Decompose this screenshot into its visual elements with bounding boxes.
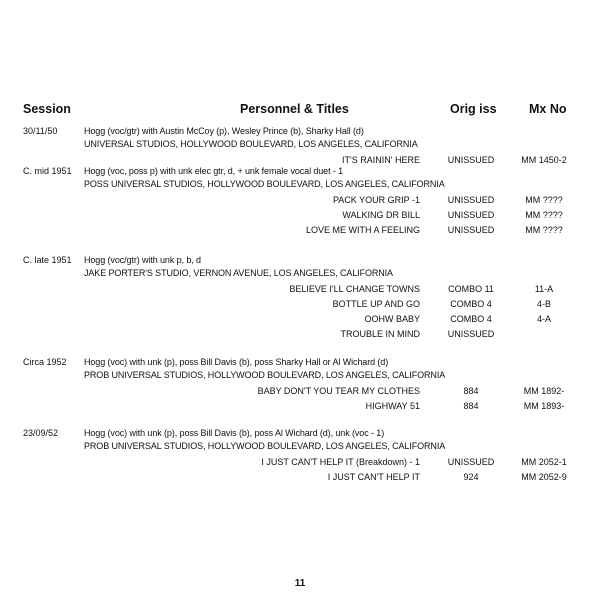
track-mx-no: MM ???? [525, 195, 563, 205]
track-row [0, 386, 600, 399]
track-title: TROUBLE IN MIND [340, 329, 420, 339]
session-date: C. late 1951 [23, 255, 72, 265]
session-date: C. mid 1951 [23, 166, 72, 176]
session-location: PROB UNIVERSAL STUDIOS, HOLLYWOOD BOULEVARD, LOS ANGELES, CALIFORNIA [84, 370, 446, 380]
track-row [0, 401, 600, 414]
track-row [0, 314, 600, 327]
track-orig-iss: 884 [463, 401, 479, 411]
session-personnel: Hogg (voc) with unk (p), poss Bill Davis (b), poss Al Wichard (d), unk (voc - 1) [84, 428, 385, 438]
track-title: I JUST CAN'T HELP IT [327, 472, 420, 482]
track-orig-iss: UNISSUED [447, 329, 495, 339]
session-date: 23/09/52 [23, 428, 59, 438]
header-orig-iss: Orig iss [450, 102, 497, 116]
track-mx-no: MM ???? [525, 225, 563, 235]
track-orig-iss: UNISSUED [447, 195, 495, 205]
track-row [0, 210, 600, 223]
track-row [0, 299, 600, 312]
track-title: OOHW BABY [364, 314, 420, 324]
session-personnel: Hogg (voc) with unk (p), poss Bill Davis (b), poss Sharky Hall or Al Wichard (d) [84, 357, 389, 367]
track-mx-no: MM 1450-2 [521, 155, 567, 165]
track-orig-iss: UNISSUED [447, 225, 495, 235]
track-title: PACK YOUR GRIP -1 [332, 195, 420, 205]
session-date: Circa 1952 [23, 357, 67, 367]
track-orig-iss: COMBO 11 [448, 284, 494, 294]
track-row [0, 472, 600, 485]
track-title: BOTTLE UP AND GO [332, 299, 420, 309]
session-location: JAKE PORTER'S STUDIO, VERNON AVENUE, LOS ANGELES, CALIFORNIA [84, 268, 393, 278]
session-personnel: Hogg (voc/gtr) with Austin McCoy (p), Wesley Prince (b), Sharky Hall (d) [84, 126, 364, 136]
track-title: BABY DON'T YOU TEAR MY CLOTHES [257, 386, 420, 396]
track-title: LOVE ME WITH A FEELING [305, 225, 420, 235]
session-personnel: Hogg (voc, poss p) with unk elec gtr, d, + unk female vocal duet - 1 [84, 166, 344, 176]
header-session: Session [23, 102, 71, 116]
track-title: HIGHWAY 51 [365, 401, 420, 411]
session-location: PROB UNIVERSAL STUDIOS, HOLLYWOOD BOULEVARD, LOS ANGELES, CALIFORNIA [84, 441, 446, 451]
session-location: UNIVERSAL STUDIOS, HOLLYWOOD BOULEVARD, LOS ANGELES, CALIFORNIA [84, 139, 418, 149]
session-personnel: Hogg (voc/gtr) with unk p, b, d [84, 255, 201, 265]
track-title: WALKING DR BILL [342, 210, 420, 220]
track-mx-no: MM 1892- [523, 386, 565, 396]
header-mx-no: Mx No [529, 102, 567, 116]
track-mx-no: MM 2052-9 [521, 472, 567, 482]
track-row [0, 329, 600, 342]
track-mx-no: 4-B [536, 299, 551, 309]
session-date: 30/11/50 [23, 126, 58, 136]
track-orig-iss: UNISSUED [447, 155, 495, 165]
track-orig-iss: UNISSUED [447, 210, 495, 220]
page-number: 11 [294, 578, 306, 589]
track-row [0, 284, 600, 297]
track-orig-iss: UNISSUED [447, 457, 495, 467]
track-title: I JUST CAN'T HELP IT (Breakdown) - 1 [261, 457, 420, 467]
track-orig-iss: 924 [463, 472, 479, 482]
track-row [0, 457, 600, 470]
track-mx-no: MM ???? [525, 210, 563, 220]
track-mx-no: 4-A [536, 314, 551, 324]
track-mx-no: MM 2052-1 [521, 457, 567, 467]
track-row [0, 225, 600, 238]
track-orig-iss: COMBO 4 [450, 299, 492, 309]
track-mx-no: MM 1893- [523, 401, 565, 411]
header-personnel-titles: Personnel & Titles [240, 102, 349, 116]
track-title: IT'S RAININ' HERE [342, 155, 420, 165]
session-location: POSS UNIVERSAL STUDIOS, HOLLYWOOD BOULEVARD, LOS ANGELES, CALIFORNIA [84, 179, 445, 189]
track-title: BELIEVE I'LL CHANGE TOWNS [289, 284, 420, 294]
track-orig-iss: COMBO 4 [450, 314, 492, 324]
track-orig-iss: 884 [463, 386, 479, 396]
track-mx-no: 11-A [534, 284, 554, 294]
track-row [0, 195, 600, 208]
